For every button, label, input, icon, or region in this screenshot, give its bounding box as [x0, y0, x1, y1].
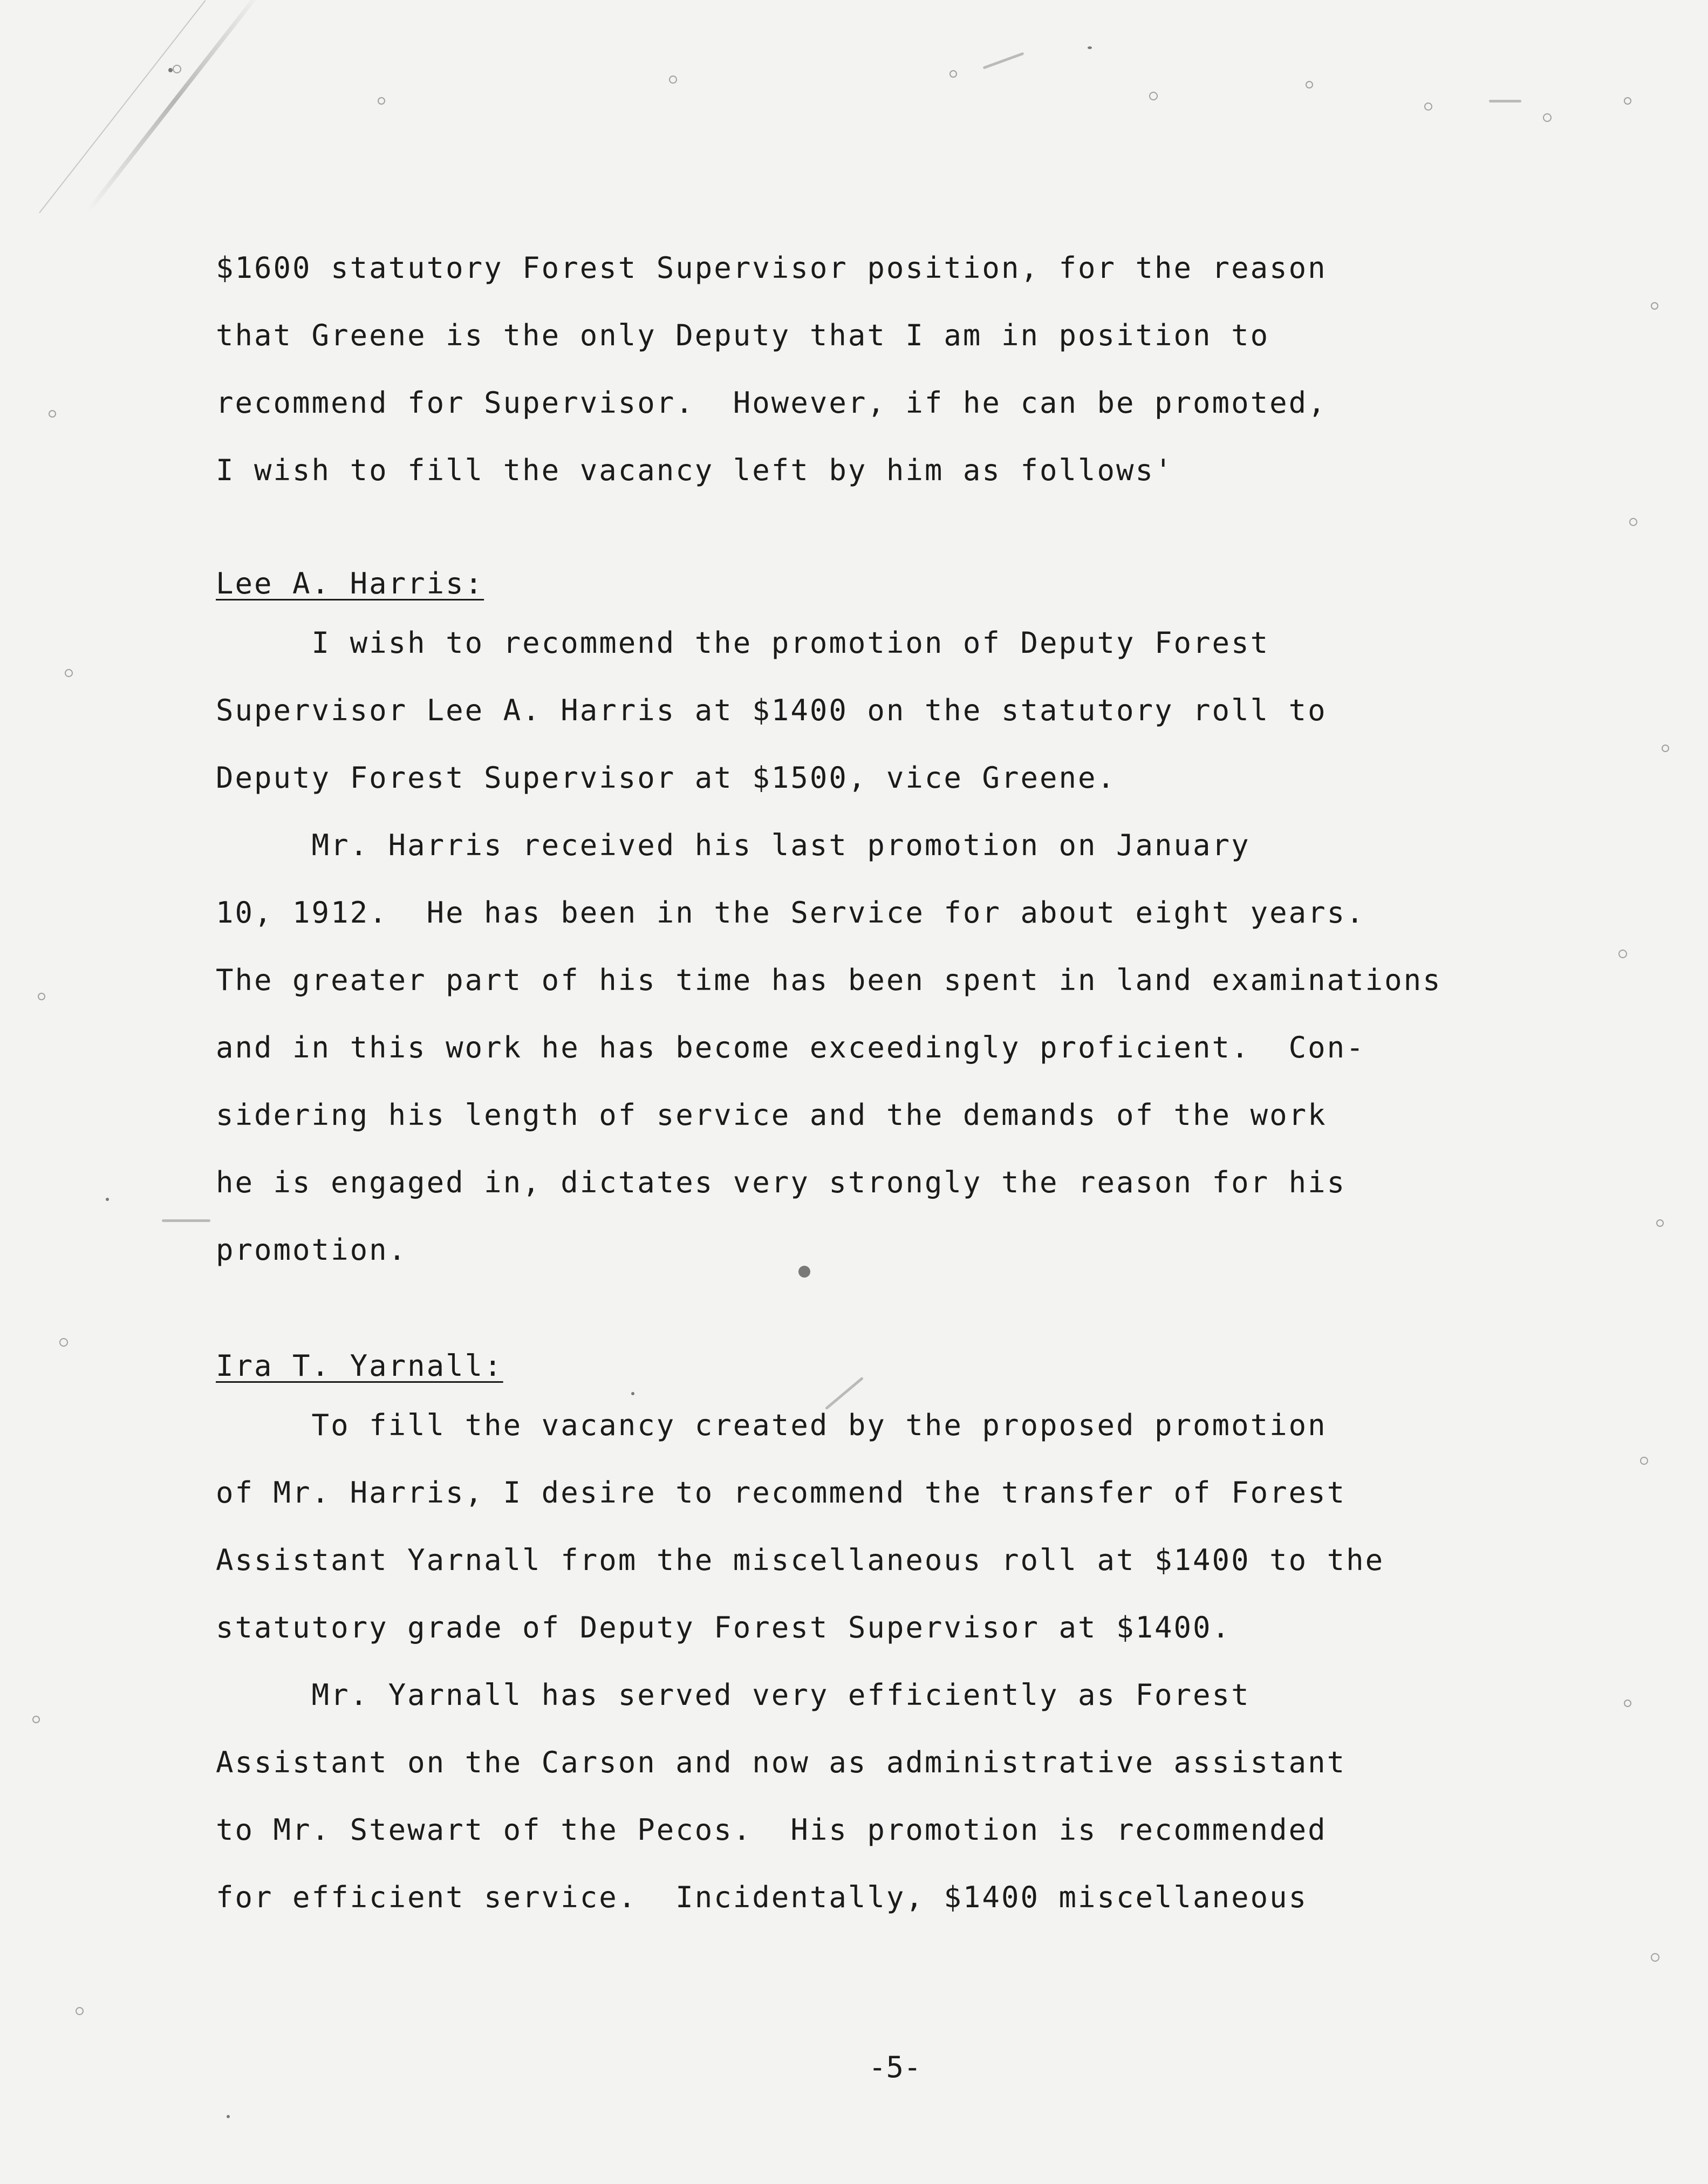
smudge — [1489, 100, 1521, 103]
text-line: sidering his length of service and the demands of the work — [216, 1098, 1327, 1132]
speck — [1624, 97, 1631, 105]
speck — [631, 1392, 634, 1395]
page-crease — [39, 0, 206, 213]
text-line: he is engaged in, dictates very strongly the reason for his — [216, 1165, 1347, 1199]
speck — [1618, 950, 1627, 958]
speck — [49, 410, 56, 418]
speck — [1651, 302, 1658, 310]
text-line: Deputy Forest Supervisor at $1500, vice Greene. — [216, 761, 1117, 795]
text-line: The greater part of his time has been spent in land examinations — [216, 963, 1442, 997]
speck — [1629, 518, 1637, 526]
text-line: that Greene is the only Deputy that I am in position to — [216, 318, 1270, 352]
section-heading-harris: Lee A. Harris: — [216, 567, 484, 600]
speck — [669, 76, 677, 84]
speck — [168, 68, 173, 72]
speck — [798, 1266, 810, 1278]
text-line: recommend for Supervisor. However, if he can be promoted, — [216, 386, 1327, 420]
text-line: $1600 statutory Forest Supervisor position, for the reason — [216, 251, 1327, 285]
section-heading-yarnall: Ira T. Yarnall: — [216, 1349, 503, 1383]
page-number: -5- — [869, 2050, 921, 2084]
speck — [1656, 1219, 1664, 1227]
text-line: 10, 1912. He has been in the Service for about eight years. — [216, 896, 1365, 930]
speck — [1088, 46, 1092, 49]
text-line: to Mr. Stewart of the Pecos. His promotion is recommended — [216, 1813, 1327, 1847]
speck — [32, 1716, 40, 1723]
speck — [378, 97, 385, 105]
page-fold-shadow — [86, 0, 262, 213]
smudge — [825, 1377, 864, 1410]
text-line: of Mr. Harris, I desire to recommend the transfer of Forest — [216, 1476, 1347, 1510]
speck — [38, 993, 45, 1000]
speck — [1651, 1953, 1659, 1962]
text-line: statutory grade of Deputy Forest Supervisor at $1400. — [216, 1610, 1232, 1644]
text-line: Assistant Yarnall from the miscellaneous roll at $1400 to the — [216, 1543, 1385, 1577]
speck — [59, 1338, 68, 1347]
speck — [1624, 1700, 1631, 1707]
speck — [1149, 92, 1158, 100]
speck — [227, 2115, 230, 2118]
speck — [1543, 113, 1552, 122]
text-line: for efficient service. Incidentally, $1400 miscellaneous — [216, 1880, 1308, 1914]
speck — [1306, 81, 1313, 88]
smudge — [983, 52, 1024, 69]
speck — [1640, 1457, 1648, 1465]
text-line: To fill the vacancy created by the proposed promotion — [216, 1408, 1327, 1442]
speck — [106, 1198, 109, 1201]
text-line: Mr. Yarnall has served very efficiently as Forest — [216, 1678, 1251, 1712]
speck — [1424, 103, 1432, 111]
text-line: I wish to recommend the promotion of Deputy Forest — [216, 626, 1270, 660]
speck — [1662, 745, 1669, 752]
smudge — [162, 1219, 210, 1222]
text-line: Assistant on the Carson and now as administrative assistant — [216, 1745, 1347, 1779]
text-line: Supervisor Lee A. Harris at $1400 on the statutory roll to — [216, 693, 1327, 727]
text-line: Mr. Harris received his last promotion on January — [216, 828, 1251, 862]
text-line: I wish to fill the vacancy left by him as follows' — [216, 453, 1174, 487]
speck — [65, 669, 73, 677]
speck — [173, 65, 181, 73]
text-line: promotion. — [216, 1233, 408, 1267]
speck — [76, 2007, 84, 2015]
speck — [949, 70, 957, 78]
text-line: and in this work he has become exceedingly proficient. Con- — [216, 1030, 1365, 1064]
